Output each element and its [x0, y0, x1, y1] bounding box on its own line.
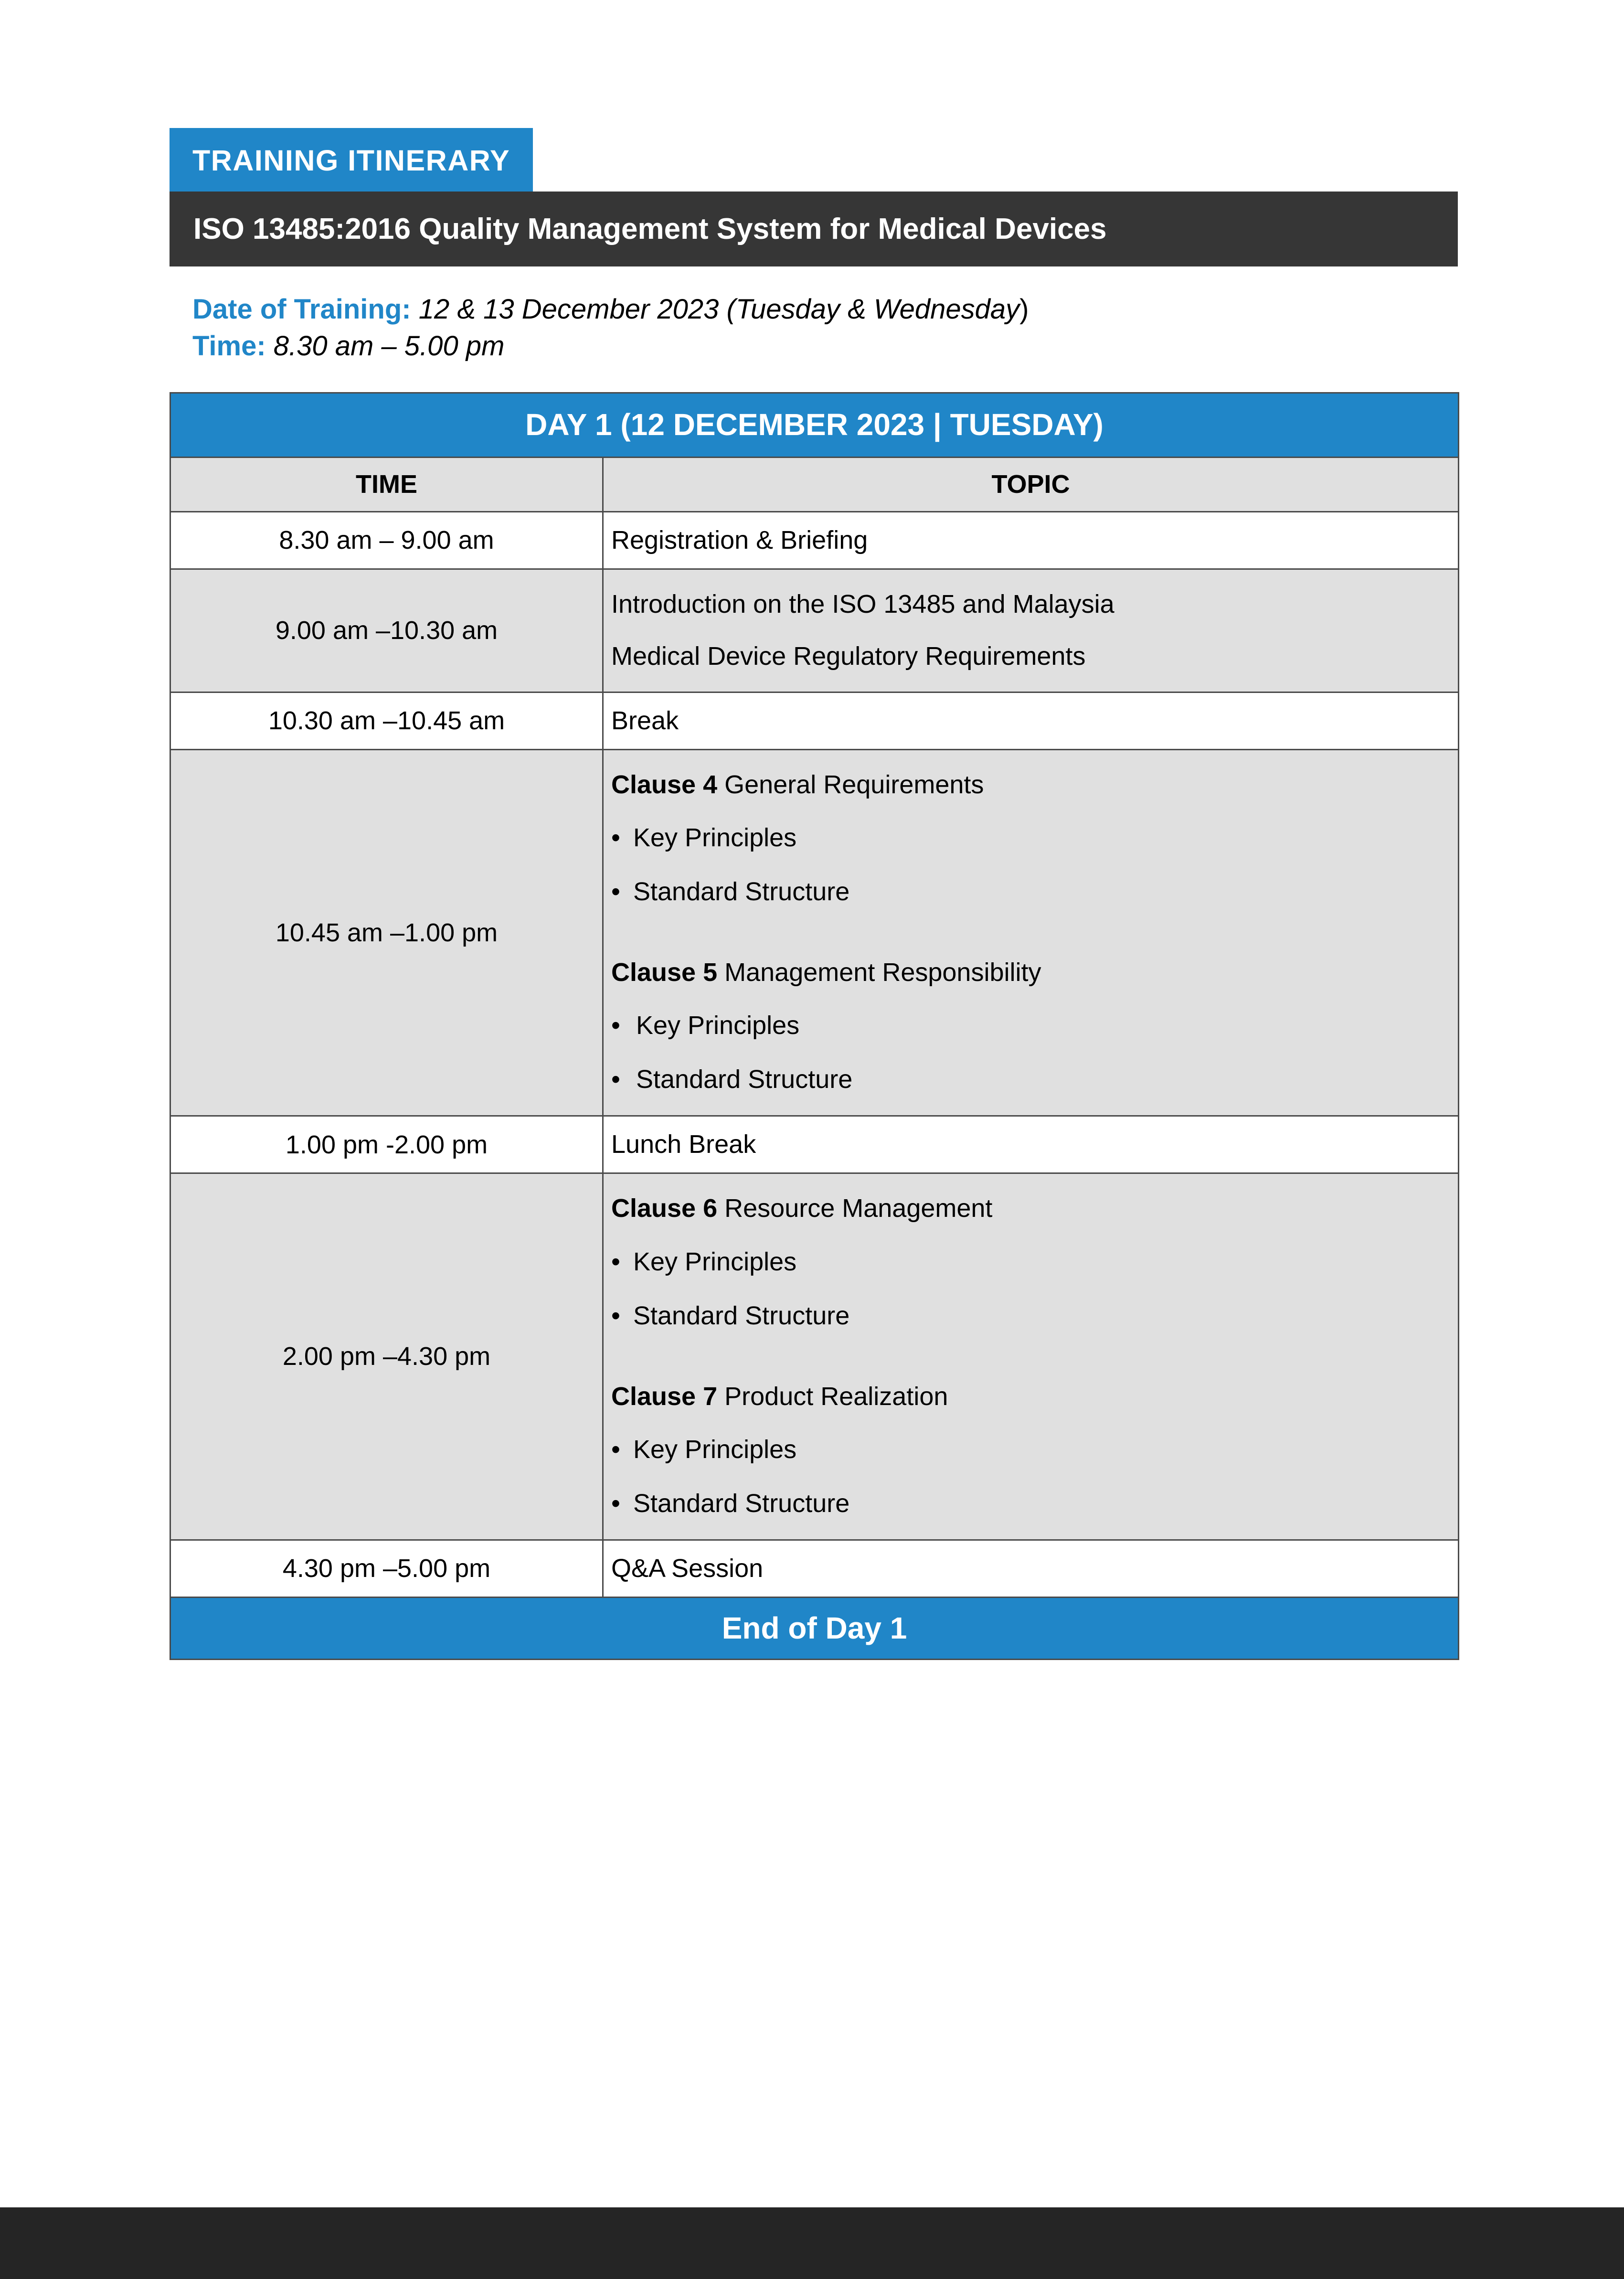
clause-title: Product Realization: [717, 1382, 948, 1411]
row-topic: [603, 512, 1459, 569]
date-close-paren: ): [1019, 294, 1029, 325]
column-header-row: [170, 457, 1459, 511]
list-item-label: Key Principles: [633, 823, 797, 852]
row-topic: [603, 1173, 1459, 1540]
date-value: 12 & 13 December 2023 (Tuesday & Wednesday: [411, 294, 1020, 325]
table-row: [170, 692, 1459, 749]
clause-number: Clause 6: [611, 1194, 718, 1223]
block-spacer: [611, 1343, 1458, 1371]
clause-heading: [611, 759, 1458, 811]
table-row: [170, 1540, 1459, 1597]
bullet-icon: •: [611, 1435, 620, 1464]
clause-title: General Requirements: [717, 770, 984, 799]
date-label: Date of Training:: [192, 294, 411, 325]
row-topic: [603, 569, 1459, 692]
row-time: 10.45 am –1.00 pm: [170, 749, 603, 1116]
list-item: [611, 1053, 1458, 1107]
list-item: [611, 811, 1458, 865]
list-item: [611, 999, 1458, 1053]
clause-number: Clause 7: [611, 1382, 718, 1411]
row-time: 4.30 pm –5.00 pm: [170, 1540, 603, 1597]
bullet-icon: •: [611, 823, 620, 852]
schedule-table: [170, 392, 1459, 1660]
list-item: [611, 1477, 1458, 1531]
list-item-label: Key Principles: [633, 1247, 797, 1276]
topic-text: Q&A Session: [611, 1554, 764, 1583]
row-time: 8.30 am – 9.00 am: [170, 512, 603, 569]
clause-title: Resource Management: [717, 1194, 993, 1223]
clause-heading: [611, 947, 1458, 999]
table-row: [170, 1116, 1459, 1173]
list-item-label: Key Principles: [633, 1435, 797, 1464]
time-label: Time:: [192, 330, 266, 362]
day-header-row: [170, 393, 1459, 458]
list-item-label: Standard Structure: [633, 1301, 850, 1330]
end-of-day-row: [170, 1597, 1459, 1659]
row-topic: [603, 749, 1459, 1116]
topic-text: Medical Device Regulatory Requirements: [611, 642, 1086, 671]
list-item: [611, 1235, 1458, 1289]
row-topic: [603, 1540, 1459, 1597]
day-header-cell: DAY 1 (12 DECEMBER 2023 | TUESDAY): [170, 393, 1459, 458]
bullet-icon: •: [611, 1247, 620, 1276]
table-row: [170, 1173, 1459, 1540]
column-header-topic: TOPIC: [603, 457, 1459, 511]
row-time: 10.30 am –10.45 am: [170, 692, 603, 749]
time-value: 8.30 am – 5.00 pm: [265, 330, 505, 362]
topic-text: Registration & Briefing: [611, 526, 868, 555]
bullet-icon: •: [611, 877, 620, 906]
clause-number: Clause 5: [611, 958, 718, 987]
row-time: 1.00 pm -2.00 pm: [170, 1116, 603, 1173]
date-of-training-line: [192, 291, 1458, 328]
row-topic: [603, 692, 1459, 749]
list-item-label: Key Principles: [636, 1011, 800, 1040]
column-header-time: TIME: [170, 457, 603, 511]
end-of-day-label: End of Day 1: [170, 1597, 1459, 1659]
clause-title: Management Responsibility: [717, 958, 1041, 987]
list-item-label: Standard Structure: [633, 1489, 850, 1518]
list-item-label: Standard Structure: [633, 877, 850, 906]
table-row: [170, 569, 1459, 692]
topic-text: Lunch Break: [611, 1130, 756, 1159]
list-item: [611, 865, 1458, 919]
training-meta: [170, 291, 1458, 364]
list-item: [611, 1423, 1458, 1477]
bullet-icon: •: [611, 1065, 620, 1094]
bullet-icon: •: [611, 1489, 620, 1518]
topic-text: Break: [611, 706, 679, 735]
list-item-label: Standard Structure: [636, 1065, 853, 1094]
table-row: [170, 749, 1459, 1116]
table-row: [170, 512, 1459, 569]
list-item: [611, 1289, 1458, 1343]
document-title-bar: ISO 13485:2016 Quality Management System for Medical Devices: [170, 192, 1458, 266]
clause-number: Clause 4: [611, 770, 718, 799]
bullet-icon: •: [611, 1011, 620, 1040]
row-topic: [603, 1116, 1459, 1173]
topic-text: Introduction on the ISO 13485 and Malaysia: [611, 590, 1115, 619]
time-of-training-line: [192, 328, 1458, 365]
row-time: 2.00 pm –4.30 pm: [170, 1173, 603, 1540]
bottom-dark-band: [0, 2207, 1624, 2279]
document-content: [170, 0, 1458, 1660]
eyebrow-tag: TRAINING ITINERARY: [170, 128, 533, 192]
clause-heading: [611, 1371, 1458, 1423]
clause-heading: [611, 1182, 1458, 1235]
bullet-icon: •: [611, 1301, 620, 1330]
row-time: 9.00 am –10.30 am: [170, 569, 603, 692]
block-spacer: [611, 919, 1458, 947]
